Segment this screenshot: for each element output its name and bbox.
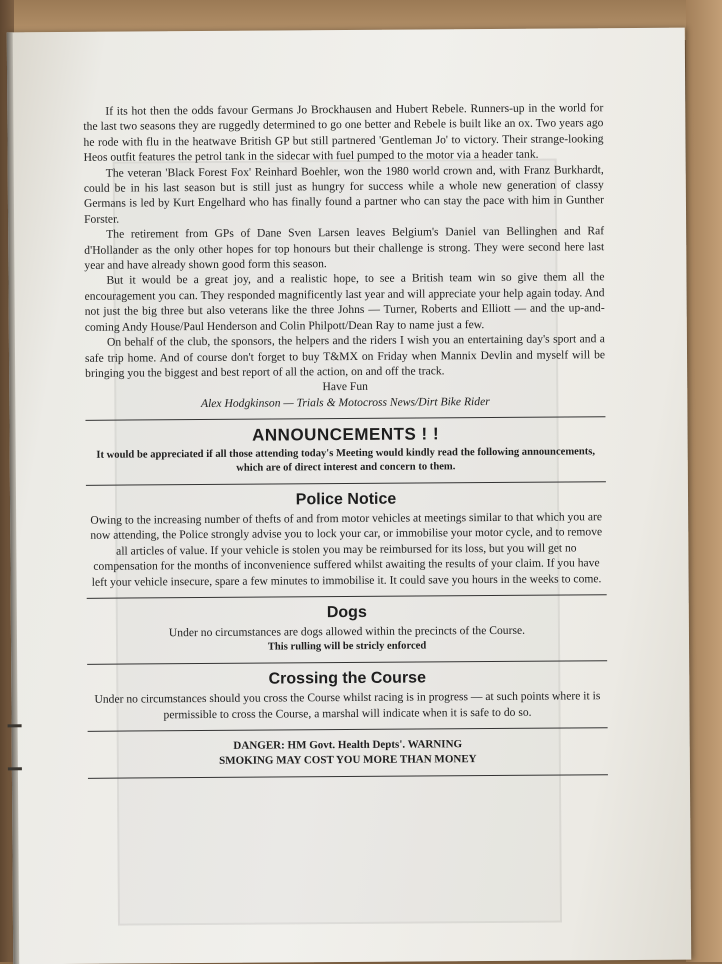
table-surface-right	[686, 0, 722, 962]
article-paragraph: The veteran 'Black Forest Fox' Reinhard Boehler, won the 1980 world crown and, with Franz Burkhardt, could be in his last season but is still just as hungry for success while a whole new generation of classy Germans is led by Kurt Engelhard who has finally found a partner who can stay the pace with him in Gunther Forster.	[83, 162, 604, 226]
police-notice-text: Owing to the increasing number of thefts of and from motor vehicles at meetings similar to that which you are now attending, the Police strongly advise you to lock your car, or immobilise your motor cycle, and to remove all articles of value. If your vehicle is stolen you may be reimbursed for its loss, but you will get no compensation for the months of inconvenience suffered whilst awaiting the results of your claim. If you have left your vehicle insecure, spare a few minutes to immobilise it. It could save you hours in the weeks to come.	[90, 510, 603, 589]
staple-icon	[8, 724, 22, 727]
police-notice-heading: Police Notice	[295, 490, 397, 508]
dogs-heading: Dogs	[326, 603, 367, 622]
article-paragraph: On behalf of the club, the sponsors, the helpers and the riders I wish you an entertaining day's sport and a safe trip home. And of course don't forget to buy T&MX on Friday when Mannix Devlin and myself will be bringing you the biggest and best report of all the action, on and off the track.	[84, 332, 606, 380]
article-paragraph: But it would be a great joy, and a realistic hope, to see a British team win so give them all the encouragement you can. They responded magnificently last year and will appreciate your help again today. And not just the big three but also veterans like the three Johns — Turner, Roberts and Elliott — and the up-and-coming Andy House/Paul Henderson and Colin Philpott/Dean Ray to name just a few.	[84, 270, 605, 334]
article-paragraph: The retirement from GPs of Dane Sven Larsen leaves Belgium's Daniel van Bellinghen and Raf d'Hollander as the only other hopes for top honours but their challenge is strong. They were second here last year and have already shown good form this season.	[84, 224, 605, 272]
magazine-page	[7, 28, 691, 964]
divider	[87, 660, 607, 665]
divider	[88, 774, 608, 779]
announcements-heading: ANNOUNCEMENTS ! !	[252, 424, 440, 445]
danger-warning-line1: DANGER: HM Govt. Health Depts'. WARNING	[233, 738, 463, 752]
divider	[87, 594, 607, 599]
staple-icon	[8, 767, 22, 770]
crossing-text: Under no circumstances should you cross the Course whilst racing is in progress — at such points where it is permissible to cross the Course, a marshal will indicate when it is safe to do so.	[94, 689, 601, 721]
danger-warning-line2: SMOKING MAY COST YOU MORE THAN MONEY	[219, 753, 477, 767]
page-content	[83, 100, 608, 787]
dogs-note: This rulling will be stricly enforced	[267, 640, 427, 653]
author-credit: Alex Hodgkinson — Trials & Motocross News/Dirt Bike Rider	[200, 394, 490, 410]
divider	[86, 481, 606, 486]
article-paragraph: If its hot then the odds favour Germans Jo Brockhausen and Hubert Rebele. Runners-up in the world for the last two seasons they are ruggedly determined to go one better and Rebele is built like an ox. Two years ago he rode with flu in the heatwave British GP but still partnered 'Gentleman Jo' to victory. Their strange-looking Heos outfit features the petrol tank in the sidecar with fuel pumped to the motor via a header tank.	[83, 101, 604, 165]
announcements-note: It would be appreciated if all those attending today's Meeting would kindly read the following announcements, which are of direct interest and concern to them.	[96, 445, 596, 474]
divider	[88, 727, 608, 732]
divider	[85, 416, 605, 421]
dogs-text: Under no circumstances are dogs allowed within the precincts of the Course.	[168, 624, 526, 640]
crossing-heading: Crossing the Course	[268, 669, 427, 688]
closing-line: Have Fun	[322, 380, 368, 394]
